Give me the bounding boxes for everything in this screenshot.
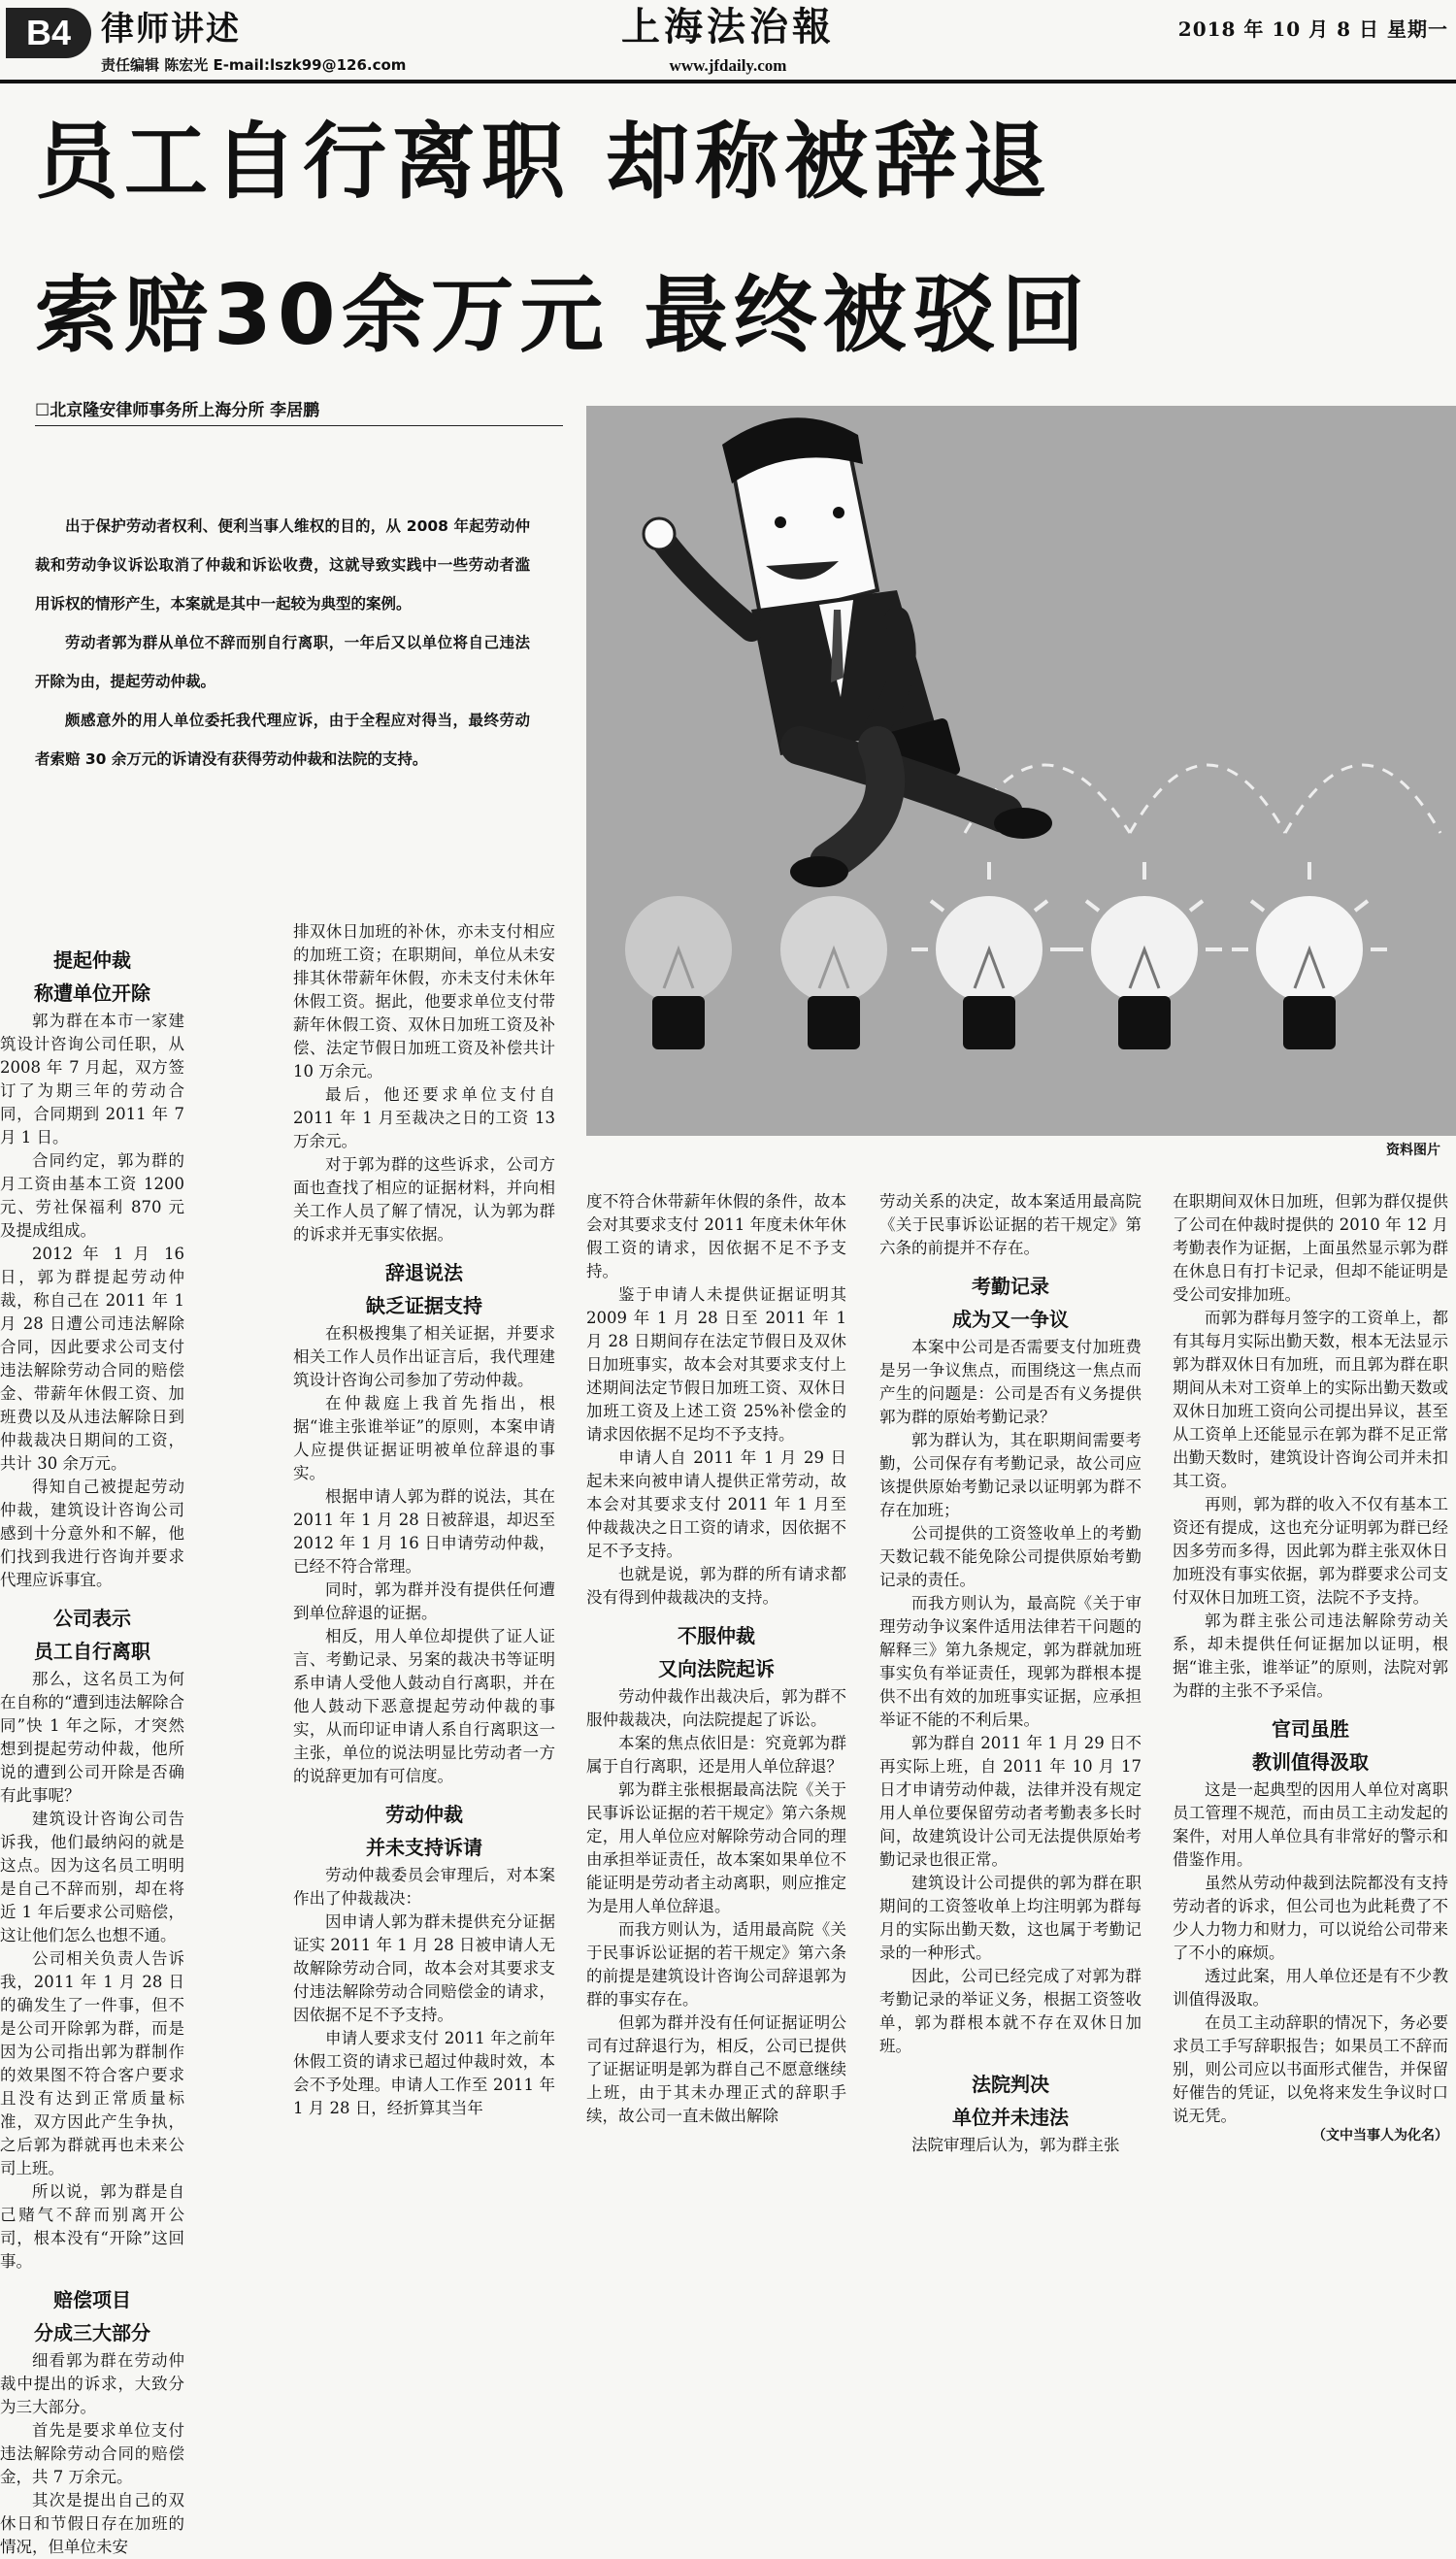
subheading: 提起仲裁 bbox=[53, 948, 131, 972]
subheading: 单位并未违法 bbox=[952, 2106, 1069, 2129]
paragraph: 再则，郭为群的收入不仅有基本工资还有提成，这也充分证明郭为群已经因多劳而多得，因此郭为群主张双休日加班没有事实依据，郭为群要求公司支付双休日加班工资，法院不予支持。 bbox=[1173, 1495, 1448, 1607]
article-column-5 bbox=[1173, 1190, 1448, 2128]
subheading: 缺乏证据支持 bbox=[366, 1294, 482, 1317]
subheading: 不服仲裁 bbox=[678, 1624, 755, 1647]
paragraph: 而我方则认为，最高院《关于审理劳动争议案件适用法律若干问题的解释三》第九条规定，郭为群就加班事实负有举证责任，现郭为群根本提供不出有效的加班事实证据，应承担举证不能的不利后果。 bbox=[879, 1594, 1142, 1729]
paragraph: 2012 年 1 月 16 日，郭为群提起劳动仲裁，称自己在 2011 年 1 月 28 日遭公司违法解除合同，因此要求公司支付违法解除劳动合同的赔偿金、带薪年休假工资、加班费以及从违法解除日到仲裁裁决日期间的工资，共计 30 余万元。 bbox=[0, 1245, 184, 1473]
paragraph: 公司相关负责人告诉我，2011 年 1 月 28 日的确发生了一件事，但不是公司开除郭为群，而是因为公司指出郭为群制作的效果图不符合客户要求且没有达到正常质量标准，双方因此产生争执，之后郭为群就再也未来公司上班。 bbox=[0, 1949, 184, 2177]
paragraph: 但郭为群并没有任何证据证明公司有过辞退行为，相反，公司已提供了证据证明是郭为群自己不愿意继续上班，由于其未办理正式的辞职手续，故公司一直未做出解除 bbox=[586, 2013, 846, 2125]
issue-date: 2018 年 10 月 8 日 星期一 bbox=[1177, 17, 1448, 41]
intro-paragraph: 颇感意外的用人单位委托我代理应诉，由于全程应对得当，最终劳动者索赔 30 余万元的诉请没有获得劳动仲裁和法院的支持。 bbox=[35, 712, 530, 768]
paragraph: 郭为群主张公司违法解除劳动关系，却未提供任何证据加以证明，根据“谁主张，谁举证”的原则，法院对郭为群的主张不予采信。 bbox=[1173, 1612, 1448, 1700]
paragraph: 劳动仲裁作出裁决后，郭为群不服仲裁裁决，向法院提起了诉讼。 bbox=[586, 1687, 846, 1729]
paragraph: 这是一起典型的因用人单位对离职员工管理不规范，而由员工主动发起的案件，对用人单位具有非常好的警示和借鉴作用。 bbox=[1173, 1780, 1448, 1869]
byline-divider bbox=[35, 425, 563, 426]
paragraph: 在仲裁庭上我首先指出，根据“谁主张谁举证”的原则，本案申请人应提供证据证明被单位辞退的事实。 bbox=[293, 1394, 555, 1482]
paragraph: 透过此案，用人单位还是有不少教训值得汲取。 bbox=[1173, 1967, 1448, 2009]
subheading: 分成三大部分 bbox=[34, 2321, 150, 2344]
subheading: 法院判决 bbox=[972, 2073, 1049, 2096]
paragraph: 郭为群在本市一家建筑设计咨询公司任职，从 2008 年 7 月起，双方签订了为期三年的劳动合同，合同期到 2011 年 7 月 1 日。 bbox=[0, 1012, 184, 1147]
paragraph: 劳动关系的决定，故本案适用最高院《关于民事诉讼证据的若干规定》第六条的前提并不存在。 bbox=[879, 1192, 1142, 1257]
paragraph: 同时，郭为群并没有提供任何遭到单位辞退的证据。 bbox=[293, 1580, 555, 1622]
paragraph: 劳动仲裁委员会审理后，对本案作出了仲裁裁决： bbox=[293, 1866, 555, 1908]
paragraph: 根据申请人郭为群的说法，其在 2011 年 1 月 28 日被辞退，却迟至 2012 年 1 月 16 日申请劳动仲裁，已经不符合常理。 bbox=[293, 1487, 555, 1576]
paragraph: 本案中公司是否需要支付加班费是另一争议焦点，而围绕这一焦点而产生的问题是：公司是否有义务提供郭为群的原始考勤记录？ bbox=[879, 1338, 1142, 1426]
paragraph: 因此，公司已经完成了对郭为群考勤记录的举证义务，根据工资签收单，郭为群根本就不存在双休日加班。 bbox=[879, 1967, 1142, 2055]
subheading: 辞退说法 bbox=[385, 1261, 463, 1284]
headline-line-1: 员工自行离职 却称被辞退 bbox=[35, 114, 1052, 211]
paragraph: 郭为群认为，其在职期间需要考勤，公司保存有考勤记录，故公司应该提供原始考勤记录以证明郭为群不存在加班； bbox=[879, 1431, 1142, 1519]
paragraph: 而郭为群每月签字的工资单上，都有其每月实际出勤天数，根本无法显示郭为群双休日有加班，而且郭为群在职期间从未对工资单上的实际出勤天数或双休日加班工资向公司提出异议，甚至从工资单上还能显示在郭为群不足正常出勤天数时，建筑设计咨询公司并未扣其工资。 bbox=[1173, 1309, 1448, 1490]
intro-paragraph: 出于保护劳动者权利、便利当事人维权的目的，从 2008 年起劳动仲裁和劳动争议诉讼取消了仲裁和诉讼收费，这就导致实践中一些劳动者滥用诉权的情形产生，本案就是其中一起较为典型的案例。 bbox=[35, 517, 530, 613]
paragraph: 对于郭为群的这些诉求，公司方面也查找了相应的证据材料，并向相关工作人员了解了情况，认为郭为群的诉求并无事实依据。 bbox=[293, 1155, 555, 1244]
section-badge: B4 bbox=[6, 8, 91, 58]
subheading: 成为又一争议 bbox=[952, 1308, 1069, 1331]
subheading: 称遭单位开除 bbox=[34, 981, 150, 1005]
paragraph: 在职期间双休日加班，但郭为群仅提供了公司在仲裁时提供的 2010 年 12 月考勤表作为证据，上面虽然显示郭为群在休息日有打卡记录，但却不能证明是受公司安排加班。 bbox=[1173, 1192, 1448, 1304]
paragraph: 排双休日加班的补休，亦未支付相应的加班工资；在职期间，单位从未安排其休带薪年休假，亦未支付未休年休假工资。据此，他要求单位支付带薪年休假工资、双休日加班工资及补偿、法定节假日加班工资及补偿共计 10 万余元。 bbox=[293, 922, 555, 1080]
paragraph: 建筑设计公司提供的郭为群在职期间的工资签收单上均注明郭为群每月的实际出勤天数，这也属于考勤记录的一种形式。 bbox=[879, 1874, 1142, 1962]
subheading: 劳动仲裁 bbox=[385, 1803, 463, 1826]
subheading: 考勤记录 bbox=[972, 1275, 1049, 1298]
paragraph: 在员工主动辞职的情况下，务必要求员工手写辞职报告；如果员工不辞而别，则公司应以书面形式催告，并保留好催告的凭证，以免将来发生争议时口说无凭。 bbox=[1173, 2013, 1448, 2125]
masthead-logo: 上海法治報 bbox=[621, 4, 835, 50]
paragraph: 郭为群自 2011 年 1 月 29 日不再实际上班，自 2011 年 10 月 17 日才申请劳动仲裁，法律并没有规定用人单位要保留劳动者考勤表多长时间，故建筑设计公司无法提供原始考勤记录也很正常。 bbox=[879, 1734, 1142, 1869]
paragraph: 鉴于申请人未提供证据证明其 2009 年 1 月 28 日至 2011 年 1 月 28 日期间存在法定节假日及双休日加班事实，故本会对其要求支付上述期间法定节假日加班工资、双休日加班工资及上述工资 25%补偿金的请求因依据不足均不予支持。 bbox=[586, 1285, 846, 1444]
paragraph: 申请人自 2011 年 1 月 29 日起未来向被申请人提供正常劳动，故本会对其要求支付 2011 年 1 月至仲裁裁决之日工资的请求，因依据不足不予支持。 bbox=[586, 1448, 846, 1560]
subheading: 并未支持诉请 bbox=[366, 1836, 482, 1859]
editor-line: 责任编辑 陈宏光 E-mail:lszk99@126.com bbox=[101, 56, 407, 74]
paragraph: 而我方则认为，适用最高院《关于民事诉讼证据的若干规定》第六条的前提是建筑设计咨询公司辞退郭为群的事实存在。 bbox=[586, 1920, 846, 2009]
paragraph: 公司提供的工资签收单上的考勤天数记载不能免除公司提供原始考勤记录的责任。 bbox=[879, 1524, 1142, 1589]
paragraph: 最后，他还要求单位支付自 2011 年 1 月至裁决之日的工资 13 万余元。 bbox=[293, 1085, 555, 1150]
paragraph: 那么，这名员工为何在自称的“遭到违法解除合同”快 1 年之际，才突然想到提起劳动仲裁，他所说的遭到公司开除是否确有此事呢？ bbox=[0, 1670, 184, 1805]
header-divider bbox=[0, 80, 1456, 83]
paragraph: 其次是提出自己的双休日和节假日存在加班的情况，但单位未安 bbox=[0, 2491, 184, 2556]
subheading: 员工自行离职 bbox=[34, 1640, 150, 1663]
paragraph: 得知自己被提起劳动仲裁，建筑设计咨询公司感到十分意外和不解，他们找到我进行咨询并要求代理应诉事宜。 bbox=[0, 1478, 184, 1589]
paragraph: 虽然从劳动仲裁到法院都没有支持劳动者的诉求，但公司也为此耗费了不少人力物力和财力，可以说给公司带来了不小的麻烦。 bbox=[1173, 1874, 1448, 1962]
paragraph: 本案的焦点依旧是：究竟郭为群属于自行离职，还是用人单位辞退？ bbox=[586, 1734, 846, 1776]
paragraph: 在积极搜集了相关证据，并要求相关工作人员作出证言后，我代理建筑设计咨询公司参加了劳动仲裁。 bbox=[293, 1324, 555, 1389]
article-column-1 bbox=[0, 944, 184, 2559]
subheading: 又向法院起诉 bbox=[658, 1657, 775, 1680]
headline-line-2: 索赔30余万元 最终被驳回 bbox=[35, 267, 1091, 364]
website-url[interactable]: www.jfdaily.com bbox=[669, 56, 787, 75]
paragraph: 度不符合休带薪年休假的条件，故本会对其要求支付 2011 年度未休年休假工资的请求，因依据不足不予支持。 bbox=[586, 1192, 846, 1280]
subheading: 公司表示 bbox=[53, 1607, 131, 1630]
subheading: 教训值得汲取 bbox=[1252, 1750, 1369, 1774]
paragraph: 建筑设计咨询公司告诉我，他们最纳闷的就是这点。因为这名员工明明是自己不辞而别，却在将近 1 年后要求公司赔偿，这让他们怎么也想不通。 bbox=[0, 1810, 184, 1944]
businessman-lightbulbs-illustration bbox=[586, 406, 1456, 1136]
closing-note: （文中当事人为化名） bbox=[1312, 2128, 1448, 2144]
paragraph: 所以说，郭为群是自己赌气不辞而别离开公司，根本没有“开除”这回事。 bbox=[0, 2182, 184, 2271]
byline: ☐北京隆安律师事务所上海分所 李居鹏 bbox=[35, 401, 320, 420]
image-credit: 资料图片 bbox=[1386, 1143, 1440, 1158]
intro-text bbox=[35, 507, 530, 779]
subheading: 赔偿项目 bbox=[53, 2288, 131, 2311]
paragraph: 申请人要求支付 2011 年之前年休假工资的请求已超过仲裁时效，本会不予处理。申请人工作至 2011 年 1 月 28 日，经折算其当年 bbox=[293, 2029, 555, 2117]
article-column-4 bbox=[879, 1190, 1142, 2157]
paragraph: 法院审理后认为，郭为群主张 bbox=[911, 2136, 1120, 2154]
paragraph: 合同约定，郭为群的月工资由基本工资 1200 元、劳社保福利 870 元及提成组成。 bbox=[0, 1151, 184, 1240]
paragraph: 首先是要求单位支付违法解除劳动合同的赔偿金，共 7 万余元。 bbox=[0, 2421, 184, 2486]
article-column-2 bbox=[293, 920, 555, 2120]
section-name: 律师讲述 bbox=[101, 10, 241, 49]
paragraph: 细看郭为群在劳动仲裁中提出的诉求，大致分为三大部分。 bbox=[0, 2351, 184, 2416]
paragraph: 相反，用人单位却提供了证人证言、考勤记录、另案的裁决书等证明系申请人受他人鼓动自行离职，并在他人鼓动下恶意提起劳动仲裁的事实，从而印证申请人系自行离职这一主张，单位的说法明显比劳动者一方的说辞更加有可信度。 bbox=[293, 1627, 555, 1785]
illustration-image bbox=[586, 406, 1456, 1136]
paragraph: 因申请人郭为群未提供充分证据证实 2011 年 1 月 28 日被申请人无故解除劳动合同，故本会对其要求支付违法解除劳动合同赔偿金的请求，因依据不足不予支持。 bbox=[293, 1912, 555, 2024]
paragraph: 也就是说，郭为群的所有请求都没有得到仲裁裁决的支持。 bbox=[586, 1565, 846, 1607]
intro-paragraph: 劳动者郭为群从单位不辞而别自行离职，一年后又以单位将自己违法开除为由，提起劳动仲裁。 bbox=[35, 634, 530, 690]
article-column-3 bbox=[586, 1190, 846, 2128]
paragraph: 郭为群主张根据最高法院《关于民事诉讼证据的若干规定》第六条规定，用人单位应对解除劳动合同的理由承担举证责任，故本案如果单位不能证明是劳动者主动离职，则应推定为是用人单位辞退。 bbox=[586, 1780, 846, 1915]
subheading: 官司虽胜 bbox=[1272, 1717, 1349, 1741]
